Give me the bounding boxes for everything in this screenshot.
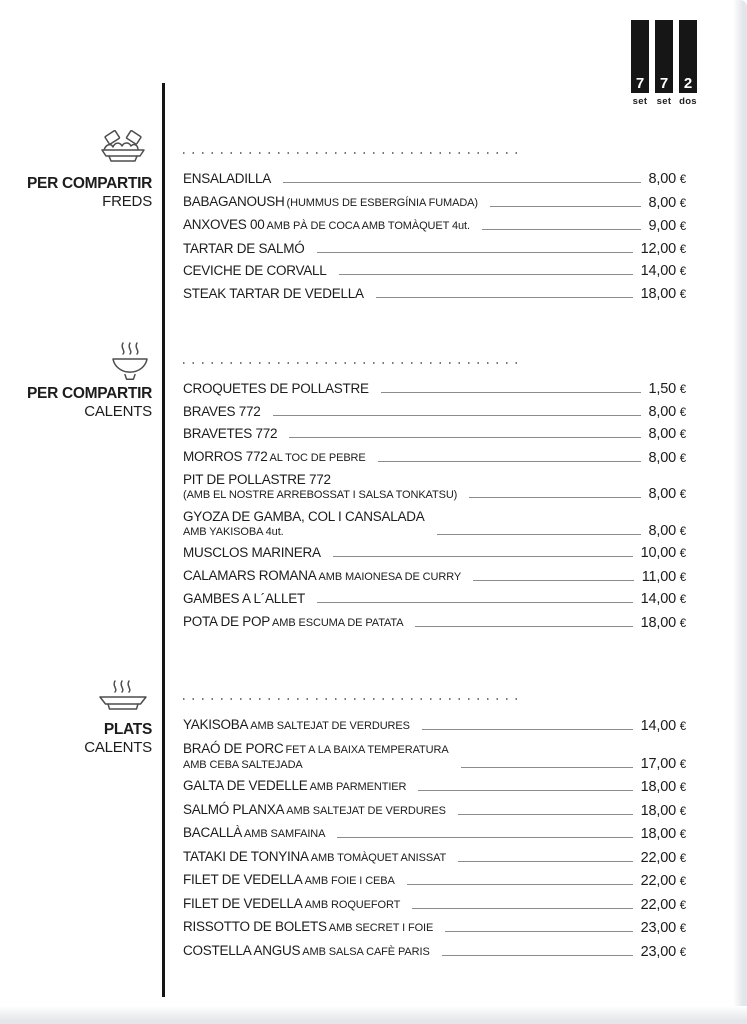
menu-item-row: [183, 404, 686, 420]
menu-item-text: [183, 545, 321, 561]
item-name: CROQUETES DE POLLASTRE: [183, 381, 369, 396]
item-name: ANXOVES 00: [183, 217, 265, 232]
price-value: 23,00: [640, 943, 676, 960]
item-price: [641, 803, 686, 819]
item-price: [649, 426, 686, 442]
price-value: 18,00: [640, 285, 676, 302]
menu-item-text: [183, 509, 425, 539]
menu-item-text: [183, 286, 364, 302]
item-name: CEVICHE DE CORVALL: [183, 263, 327, 278]
steam-plate-icon: [0, 676, 152, 714]
price-leader-line: [317, 252, 633, 253]
menu-item-text: [183, 591, 305, 607]
logo-digit: 7: [659, 75, 669, 92]
menu-item-text: [183, 849, 446, 866]
item-description: AL TOC DE PEBRE: [269, 451, 366, 464]
item-description: AMB ROQUEFORT: [304, 898, 401, 911]
item-name: RISSOTTO DE BOLETS: [183, 919, 327, 934]
price-leader-line: [337, 837, 632, 838]
item-name: PIT DE POLLASTRE 772: [183, 472, 331, 487]
section-content: [183, 698, 686, 966]
euro-sign: €: [679, 197, 686, 210]
price-value: 22,00: [640, 849, 676, 866]
menu-item-row: [183, 614, 686, 631]
item-name: BABAGANOUSH: [183, 193, 285, 209]
euro-sign: €: [679, 525, 686, 538]
menu-item-text: [183, 194, 478, 211]
item-price: [641, 263, 686, 279]
price-value: 9,00: [648, 218, 676, 234]
price-value: 8,00: [648, 522, 676, 539]
item-price: [641, 826, 686, 842]
menu-item-row: [183, 217, 686, 234]
menu-item-text: [183, 426, 277, 442]
item-price: [641, 591, 686, 607]
item-description: AMB SALTEJAT DE VERDURES: [286, 804, 446, 817]
euro-sign: €: [679, 571, 686, 584]
price-leader-line: [461, 767, 633, 768]
price-value: 22,00: [640, 873, 676, 889]
price-value: 14,00: [640, 591, 676, 607]
menu-item-row: [183, 919, 686, 936]
euro-sign: €: [679, 452, 686, 465]
item-name: BRAVETES 772: [183, 426, 278, 441]
menu-item-text: [183, 896, 400, 913]
menu-item-row: [183, 825, 686, 842]
menu-item-text: [183, 568, 461, 585]
item-price: [641, 944, 686, 960]
euro-sign: €: [679, 876, 686, 888]
menu-item-row: [183, 545, 686, 561]
price-value: 18,00: [640, 826, 676, 842]
price-leader-line: [422, 729, 633, 730]
price-leader-line: [289, 437, 640, 438]
price-leader-line: [378, 461, 641, 462]
section-rail: [0, 340, 152, 420]
menu-item-row: [183, 778, 686, 795]
logo-bar-column: [631, 20, 649, 107]
photo-edge-right: [733, 0, 747, 1024]
logo-bar-column: [679, 20, 697, 107]
item-price: [641, 779, 686, 795]
menu-item-row: [183, 241, 686, 257]
logo-bar: [679, 20, 697, 93]
item-price: [641, 897, 686, 913]
menu-item-row: [183, 741, 686, 772]
menu-item-text: [183, 171, 271, 187]
menu-item-text: [183, 241, 305, 257]
item-description: AMB SALSA CAFÈ PARIS: [302, 945, 430, 958]
price-value: 1,50: [648, 381, 676, 397]
price-leader-line: [482, 229, 641, 230]
menu-item-row: [183, 449, 686, 466]
euro-sign: €: [679, 782, 686, 794]
euro-sign: €: [679, 805, 686, 818]
price-value: 12,00: [640, 240, 676, 257]
item-price: [649, 404, 686, 420]
price-leader-line: [376, 297, 633, 298]
item-name: MUSCLOS MARINERA: [183, 545, 321, 560]
item-description: FET A LA BAIXA TEMPERATURA: [285, 743, 449, 756]
item-price: [641, 615, 686, 631]
menu-item-row: [183, 849, 686, 866]
item-name: GYOZA DE GAMBA, COL I CANSALADA: [183, 508, 425, 524]
dotted-separator: [183, 698, 523, 700]
section-title: PER COMPARTIR: [27, 385, 152, 402]
item-name: BRAVES 772: [183, 403, 261, 419]
item-name: CALAMARS ROMANA: [183, 567, 317, 583]
logo-word: set: [656, 96, 672, 107]
menu-item-text: [183, 449, 366, 466]
euro-sign: €: [679, 243, 686, 256]
euro-sign: €: [679, 852, 686, 865]
item-name: POTA DE POP: [183, 613, 271, 629]
item-description: AMB TOMÀQUET ANISSAT: [310, 851, 447, 864]
price-leader-line: [418, 790, 632, 791]
item-name: COSTELLA ANGUS: [183, 942, 301, 958]
price-value: 8,00: [648, 426, 676, 442]
item-name: TATAKI DE TONYINA: [183, 848, 309, 864]
logo-digit: 2: [683, 75, 693, 92]
item-description-line2: AMB CEBA SALTEJADA: [183, 758, 303, 771]
menu-item-row: [183, 194, 686, 211]
euro-sign: €: [679, 548, 686, 560]
menu-item-text: [183, 404, 261, 420]
logo-digit: 7: [635, 75, 645, 92]
menu-item-text: [183, 825, 325, 842]
price-value: 8,00: [648, 194, 676, 211]
menu-item-row: [183, 509, 686, 539]
item-name: ENSALADILLA: [183, 171, 272, 186]
menu-item-row: [183, 717, 686, 734]
price-leader-line: [415, 626, 632, 627]
menu-item-row: [183, 286, 686, 302]
price-leader-line: [469, 497, 640, 498]
euro-sign: €: [679, 923, 686, 935]
euro-sign: €: [679, 617, 686, 630]
menu-item-row: [183, 896, 686, 913]
menu-item-row: [183, 802, 686, 819]
menu-item-text: [183, 217, 470, 234]
item-name: GAMBES A L´ALLET: [183, 591, 306, 606]
photo-edge-bottom: [0, 1006, 747, 1024]
price-leader-line: [333, 556, 633, 557]
logo-bar-column: [655, 20, 673, 107]
menu-item-list: [183, 717, 686, 960]
euro-sign: €: [679, 288, 686, 301]
item-price: [649, 218, 686, 234]
euro-sign: €: [679, 946, 686, 959]
section-title: PER COMPARTIR: [27, 175, 152, 192]
item-description: AMB SALTEJAT DE VERDURES: [250, 720, 410, 732]
item-price: [642, 569, 686, 585]
price-leader-line: [283, 182, 640, 183]
item-price: [641, 545, 686, 561]
price-leader-line: [412, 908, 632, 909]
price-leader-line: [437, 534, 641, 535]
item-description: AMB SAMFAINA: [244, 828, 326, 840]
item-description: AMB SECRET I FOIE: [328, 922, 434, 934]
menu-item-list: [183, 171, 686, 302]
section-content: [183, 362, 686, 637]
logo-word: set: [632, 96, 648, 107]
item-name: SALMÓ PLANXA: [183, 801, 285, 817]
dotted-separator: [183, 152, 523, 154]
item-price: [649, 171, 686, 187]
price-leader-line: [490, 206, 641, 207]
item-price: [649, 486, 686, 502]
menu-item-row: [183, 472, 686, 502]
section-subtitle: CALENTS: [84, 403, 152, 420]
item-name: FILET DE VEDELLA: [183, 895, 303, 911]
price-value: 14,00: [640, 263, 676, 279]
item-description: AMB PARMENTIER: [309, 781, 407, 793]
item-price: [649, 523, 686, 539]
item-description: (HUMMUS DE ESBERGÍNIA FUMADA): [286, 196, 478, 209]
item-name: STEAK TARTAR DE VEDELLA: [183, 285, 364, 301]
item-description: AMB ESCUMA DE PATATA: [272, 616, 404, 629]
menu-item-text: [183, 717, 410, 734]
logo-bar: [655, 20, 673, 93]
euro-sign: €: [679, 489, 686, 501]
euro-sign: €: [679, 221, 686, 233]
menu-item-row: [183, 263, 686, 279]
menu-item-row: [183, 171, 686, 187]
euro-sign: €: [679, 174, 686, 186]
price-leader-line: [317, 602, 633, 603]
section-title: PLATS: [103, 721, 152, 738]
menu-item-list: [183, 381, 686, 631]
item-description-line2: (AMB EL NOSTRE ARREBOSSAT I SALSA TONKATSU): [183, 489, 458, 501]
price-value: 8,00: [648, 449, 676, 466]
item-description: AMB FOIE I CEBA: [304, 875, 395, 887]
item-price: [641, 920, 686, 936]
price-value: 18,00: [640, 802, 676, 819]
price-value: 8,00: [648, 486, 676, 502]
price-leader-line: [339, 274, 633, 275]
menu-item-text: [183, 472, 457, 502]
price-leader-line: [445, 931, 632, 932]
section-content: [183, 152, 686, 308]
price-leader-line: [407, 884, 633, 885]
section-rail: [0, 130, 152, 210]
price-leader-line: [458, 814, 633, 815]
price-value: 22,00: [640, 896, 676, 913]
item-name: TARTAR DE SALMÓ: [183, 240, 305, 256]
item-price: [641, 756, 686, 772]
euro-sign: €: [679, 721, 686, 733]
price-value: 18,00: [640, 614, 676, 631]
item-name: FILET DE VEDELLA: [183, 872, 303, 887]
menu-item-row: [183, 591, 686, 607]
item-price: [641, 873, 686, 889]
item-description: AMB MAIONESA DE CURRY: [318, 570, 462, 583]
price-value: 23,00: [640, 920, 676, 936]
euro-sign: €: [679, 758, 686, 771]
item-description-line2: AMB YAKISOBA 4ut.: [183, 525, 284, 538]
price-leader-line: [442, 955, 633, 956]
menu-item-text: [183, 741, 449, 772]
price-value: 17,00: [640, 755, 676, 772]
price-value: 14,00: [640, 718, 676, 734]
euro-sign: €: [679, 406, 686, 419]
item-price: [649, 381, 686, 397]
menu-item-text: [183, 919, 433, 936]
price-value: 11,00: [641, 568, 676, 585]
cold-plate-icon: [0, 130, 152, 168]
item-price: [641, 718, 686, 734]
menu-item-row: [183, 872, 686, 889]
menu-item-text: [183, 263, 327, 279]
item-name: YAKISOBA: [183, 717, 249, 732]
vertical-divider: [162, 83, 165, 997]
menu-item-row: [183, 568, 686, 585]
item-name: BRAÓ DE PORC: [183, 740, 284, 756]
euro-sign: €: [679, 266, 686, 278]
euro-sign: €: [679, 384, 686, 396]
item-name: GALTA DE VEDELLE: [183, 778, 308, 793]
dotted-separator: [183, 362, 523, 364]
section-subtitle: FREDS: [102, 193, 152, 210]
price-value: 8,00: [648, 171, 676, 187]
steam-bowl-icon: [0, 340, 152, 378]
euro-sign: €: [679, 829, 686, 841]
menu-item-text: [183, 943, 430, 960]
section-subtitle: CALENTS: [84, 739, 152, 756]
price-value: 8,00: [648, 403, 676, 420]
item-name: MORROS 772: [183, 448, 268, 464]
price-leader-line: [458, 861, 633, 862]
item-price: [641, 286, 686, 302]
item-description: AMB PÀ DE COCA AMB TOMÀQUET 4ut.: [266, 220, 470, 232]
menu-item-text: [183, 872, 395, 889]
logo-word: dos: [679, 96, 697, 107]
menu-item-text: [183, 614, 403, 631]
price-leader-line: [273, 415, 641, 416]
price-value: 18,00: [640, 779, 676, 795]
menu-item-text: [183, 778, 406, 795]
item-price: [649, 195, 686, 211]
item-price: [641, 850, 686, 866]
menu-item-text: [183, 802, 446, 819]
item-name: BACALLÀ: [183, 825, 243, 840]
euro-sign: €: [679, 594, 686, 606]
menu-item-text: [183, 381, 369, 397]
item-price: [649, 450, 686, 466]
restaurant-logo-772: [631, 20, 697, 107]
menu-item-row: [183, 426, 686, 442]
euro-sign: €: [679, 429, 686, 441]
logo-bar: [631, 20, 649, 93]
euro-sign: €: [679, 899, 686, 912]
price-value: 10,00: [640, 545, 676, 561]
price-leader-line: [473, 580, 634, 581]
section-rail: [0, 676, 152, 756]
item-price: [641, 241, 686, 257]
price-leader-line: [381, 392, 641, 393]
menu-item-row: [183, 381, 686, 397]
menu-item-row: [183, 943, 686, 960]
